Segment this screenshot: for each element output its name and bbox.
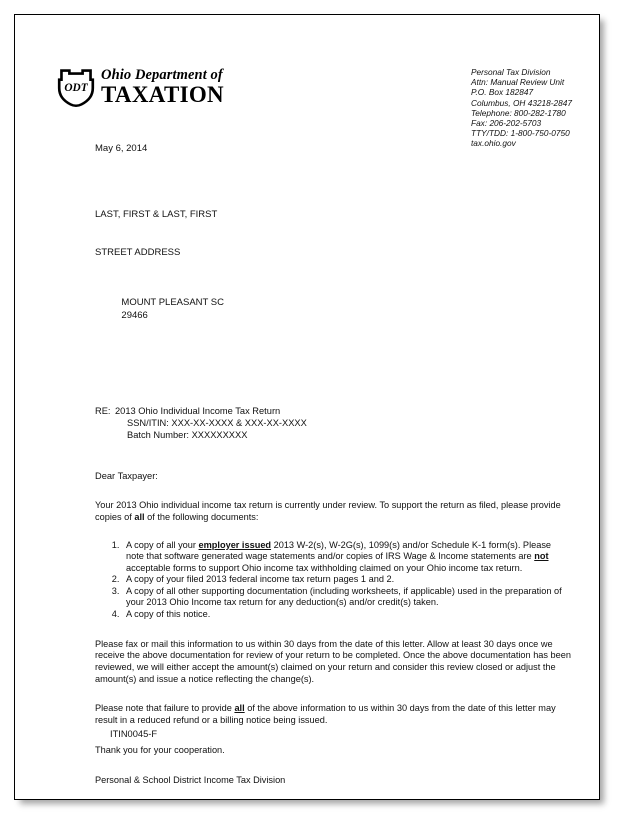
agency-address-line: Columbus, OH 43218-2847 [471, 97, 573, 108]
reference-ssn: SSN/ITIN: XXX-XX-XXXX & XXX-XX-XXXX [127, 418, 307, 429]
agency-address-line: P.O. Box 182847 [471, 87, 534, 98]
letter-date: May 6, 2014 [95, 143, 148, 154]
agency-address-line: TTY/TDD: 1-800-750-0750 [471, 128, 570, 139]
reference-ssn-row [95, 417, 571, 429]
intro-text-2: of the following documents: [144, 511, 259, 522]
warning-emphasis-all: all [234, 703, 245, 714]
recipient-address-block [95, 184, 571, 360]
item1-emphasis-not: not [534, 551, 549, 562]
reference-batch-number: Batch Number: XXXXXXXXX [127, 430, 248, 441]
salutation: Dear Taxpayer: [95, 470, 158, 481]
instructions-paragraph: Please fax or mail this information to us within 30 days from the date of this letter. Allow at least 30 days once we receive the above documentation for review of your return to be completed. Once the above documentation has been reviewed, we will either accept the amount(s) claimed on your return and consider this review closed or adjust the amount(s) and issue a notice reflecting the change(s). [95, 638, 572, 684]
recipient-name: LAST, FIRST & LAST, FIRST [95, 208, 218, 220]
reference-label: RE: [95, 405, 111, 416]
intro-emphasis-all: all [134, 511, 145, 522]
recipient-street: STREET ADDRESS [95, 246, 181, 258]
agency-name-line-2: TAXATION [101, 82, 224, 107]
svg-text:ODT: ODT [64, 81, 88, 94]
closing-line: Thank you for your cooperation. [95, 744, 225, 755]
required-documents-list [95, 540, 571, 621]
agency-address-line: Fax: 206-202-5703 [471, 118, 542, 129]
agency-return-address [471, 67, 572, 149]
reference-block [95, 405, 571, 442]
agency-logo-wordmark [101, 68, 224, 108]
signature-division: Personal & School District Income Tax Division [95, 774, 286, 785]
intro-paragraph [95, 500, 571, 523]
form-code: ITIN0045-F [110, 729, 158, 739]
agency-website: tax.ohio.gov [471, 138, 516, 149]
agency-address-line: Personal Tax Division [471, 67, 551, 77]
reference-indent [95, 417, 127, 429]
warning-paragraph [95, 703, 571, 726]
agency-address-line: Attn: Manual Review Unit [471, 77, 565, 88]
list-item [122, 540, 571, 575]
reference-subject-row [95, 405, 571, 417]
recipient-city-zip-row [95, 284, 571, 334]
warning-text-2: of the above information to us within 30 days from the date of this letter may result in a reduced refund or a billing notice being issued. [95, 703, 556, 726]
warning-text-1: Please note that failure to provide [95, 703, 235, 714]
reference-subject: 2013 Ohio Individual Income Tax Return [115, 405, 281, 416]
item1-text-3: acceptable forms to support Ohio income tax withholding claimed on your Ohio income tax return. [126, 562, 523, 573]
agency-address-line: Telephone: 800-282-1780 [471, 107, 566, 118]
agency-name-line-1: Ohio Department of [101, 66, 223, 83]
item1-text-1: A copy of all your [126, 539, 199, 550]
agency-logo [57, 67, 224, 107]
recipient-city-state: MOUNT PLEASANT SC [121, 296, 224, 308]
reference-indent [95, 429, 127, 441]
list-item: 2. A copy of your filed 2013 federal income tax return pages 1 and 2. [122, 574, 571, 586]
letter-page [14, 14, 600, 800]
reference-batch-row [95, 429, 571, 441]
recipient-zip: 29466 [121, 309, 148, 321]
item1-emphasis-employer-issued: employer issued [198, 539, 272, 550]
letter-body [95, 143, 571, 795]
ohio-state-shield-odt-icon [57, 67, 95, 107]
list-item: 4. A copy of this notice. [122, 609, 571, 621]
item1-text-2: 2013 W-2(s), W-2G(s), 1099(s) and/or Schedule K-1 form(s). Please note that software generated wage statements and/or copies of IRS Wage & Income statements are [126, 539, 552, 562]
intro-text-1: Your 2013 Ohio individual income tax return is currently under review. To support the return as filed, please provide copies of [95, 500, 561, 522]
list-item: 3. A copy of all other supporting documentation (including worksheets, if applicable) used in the preparation of your 2013 Ohio Income tax return for any deduction(s) and/or credit(s) taken. [122, 586, 571, 609]
